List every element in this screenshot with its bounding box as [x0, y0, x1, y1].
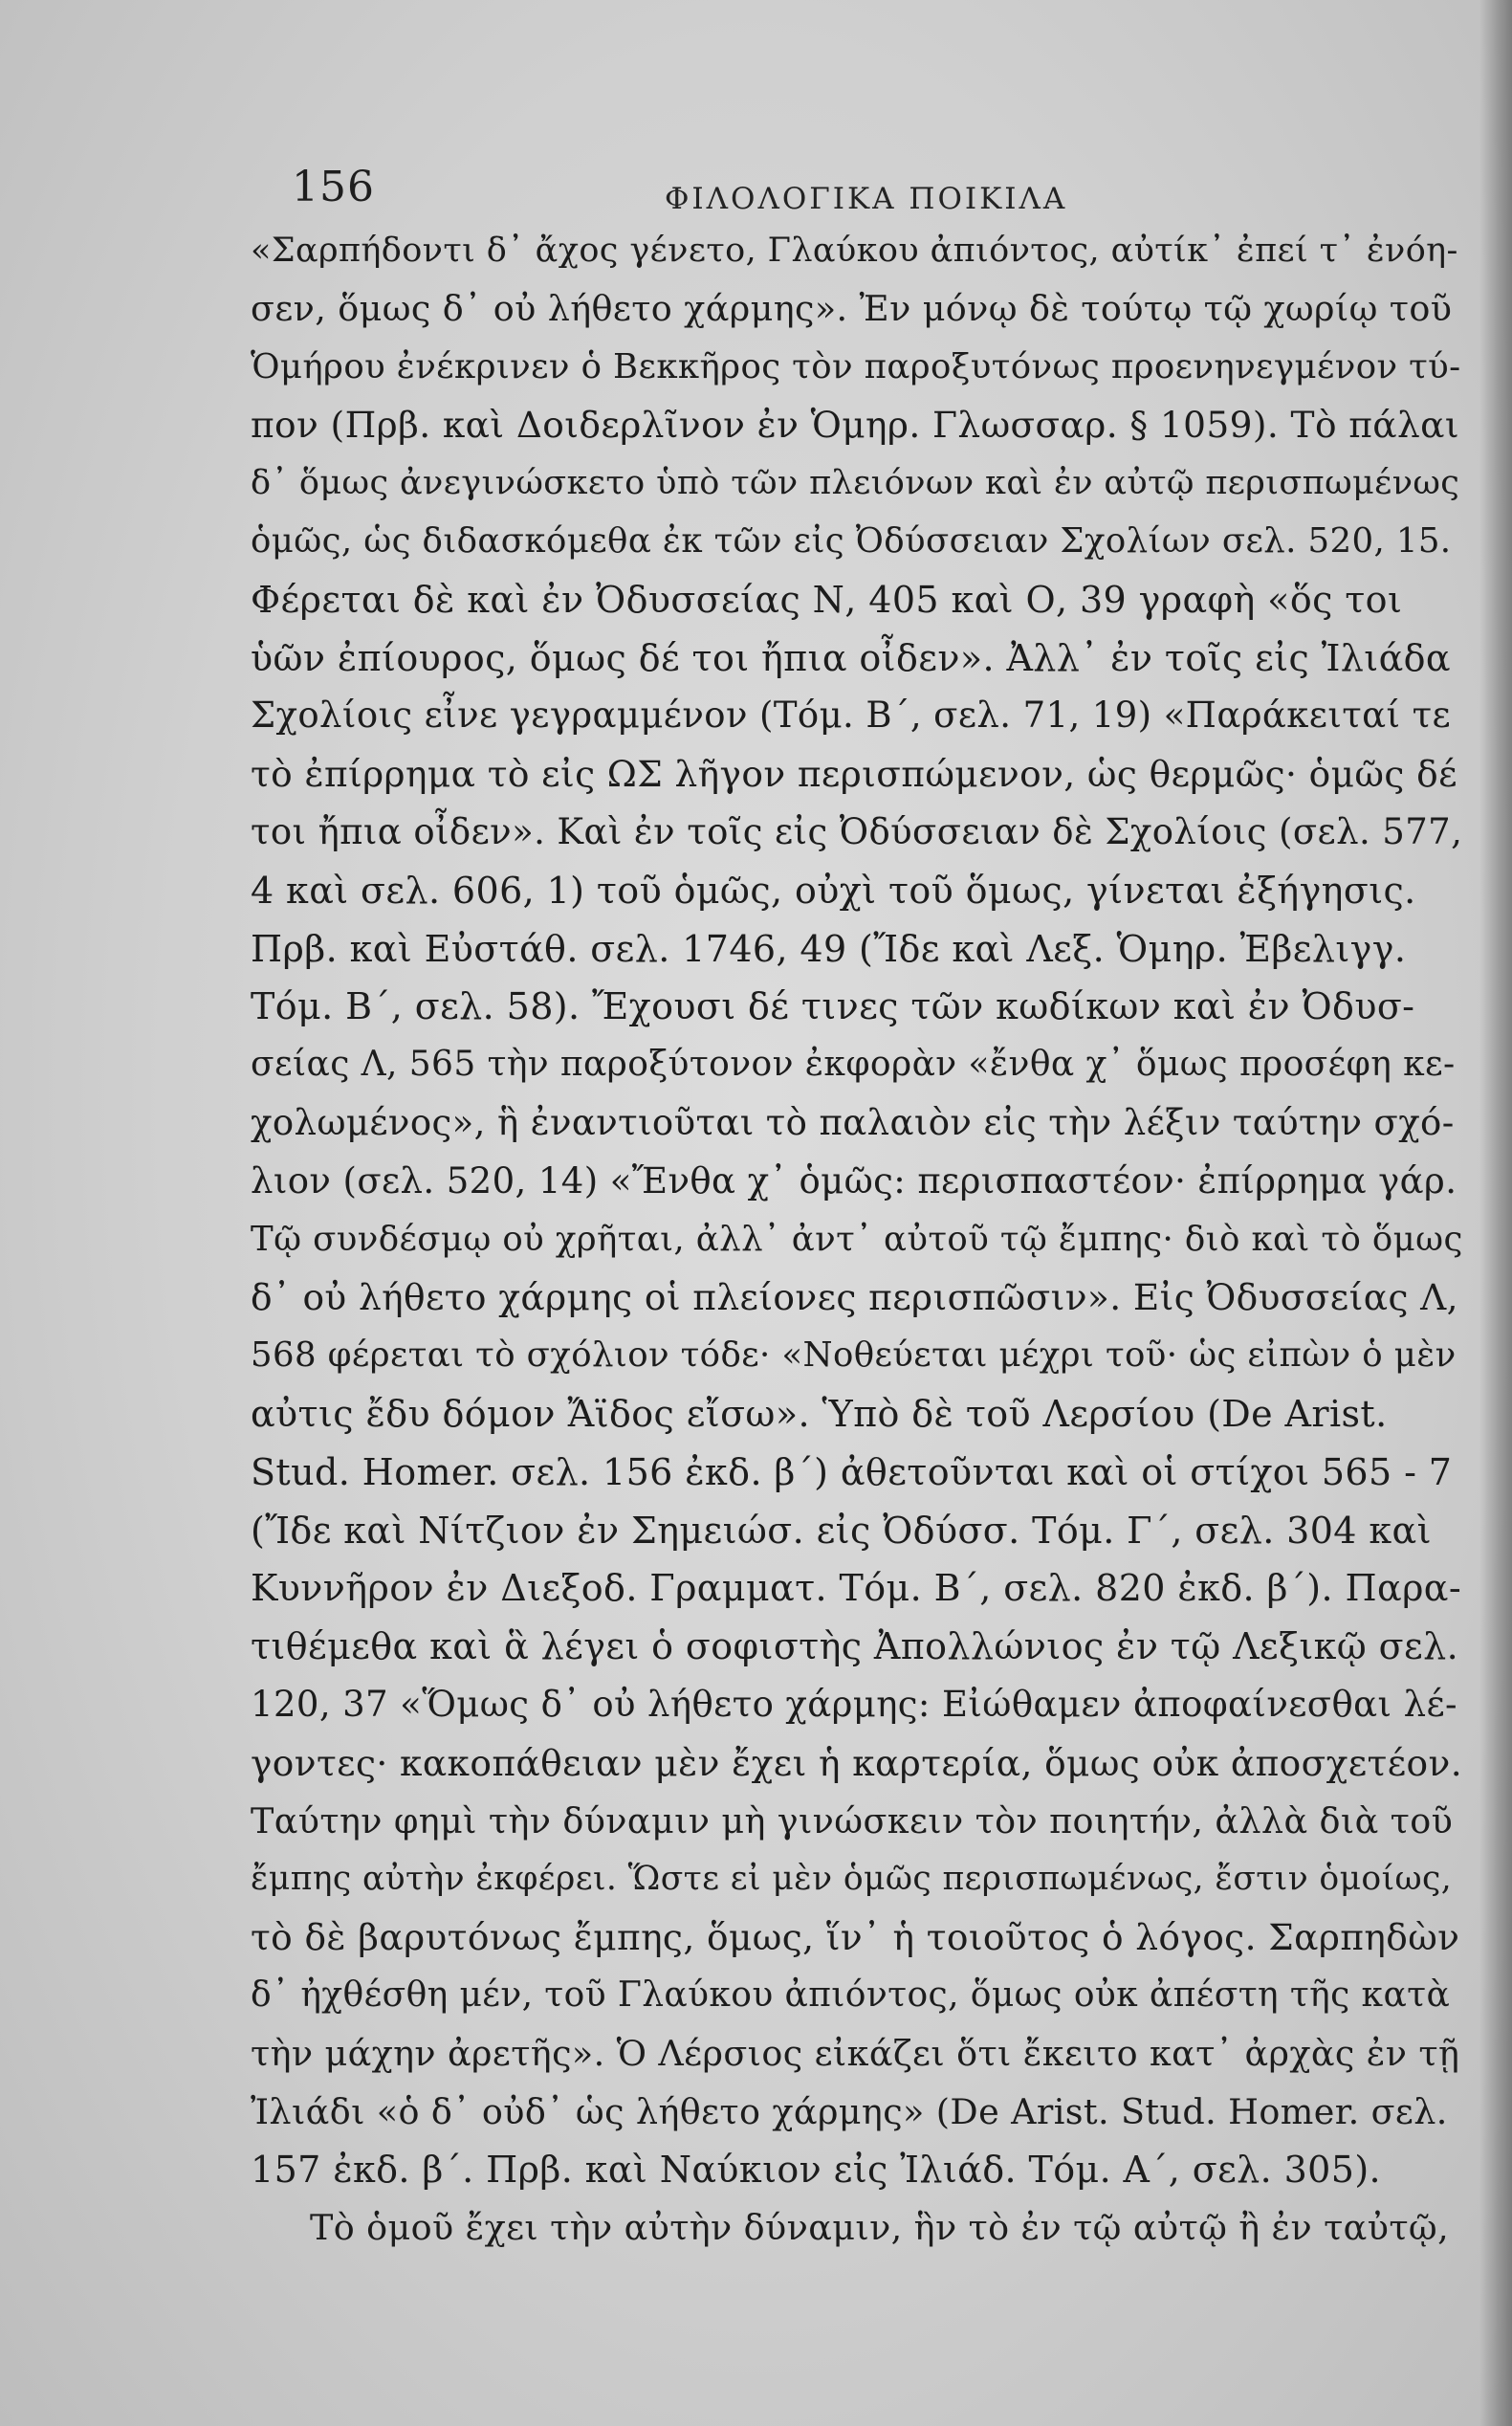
text-line: Stud. Homer. σελ. 156 ἐκδ. β΄) ἀθετοῦνται καὶ οἱ στίχοι 565 - 7	[251, 1450, 1453, 1493]
paragraph-first-line: Τὸ ὁμοῦ ἔχει τὴν αὐτὴν δύναμιν, ἣν τὸ ἐν τῷ αὐτῷ ἢ ἐν ταὐτῷ,	[310, 2207, 1450, 2249]
text-line: 157 ἐκδ. β΄. Πρβ. καὶ Ναύκιον εἰς Ἰλιάδ. Τόμ. Α΄, σελ. 305).	[251, 2149, 1382, 2192]
text-line: δ᾽ ὅμως ἀνεγινώσκετο ὑπὸ τῶν πλειόνων καὶ ἐν αὐτῷ περισπωμένως	[251, 464, 1460, 503]
text-line: δ᾽ ἠχθέσθη μέν, τοῦ Γλαύκου ἀπιόντος, ὅμως οὐκ ἀπέστη τῆς κατὰ	[251, 1974, 1451, 2015]
text-line: χολωμένος», ἣ ἐναντιοῦται τὸ παλαιὸν εἰς τὴν λέξιν ταύτην σχό-	[251, 1101, 1455, 1143]
page-header	[0, 163, 1512, 220]
page-edge-shadow	[1479, 0, 1512, 2426]
text-line: Ταύτην φημὶ τὴν δύναμιν μὴ γινώσκειν τὸν ποιητήν, ἀλλὰ διὰ τοῦ	[251, 1799, 1454, 1842]
page-number: 156	[292, 163, 375, 211]
text-line: πον (Πρβ. καὶ Δοιδερλῖνον ἐν Ὁμηρ. Γλωσσαρ. § 1059). Τὸ πάλαι	[251, 404, 1460, 447]
text-line: «Σαρπήδοντι δ᾽ ἄχος γένετο, Γλαύκου ἀπιόντος, αὐτίκ᾽ ἐπεί τ᾽ ἐνόη-	[251, 232, 1458, 270]
text-line: 120, 37 «Ὅμως δ᾽ οὐ λήθετο χάρμης: Εἰώθαμεν ἀποφαίνεσθαι λέ-	[251, 1683, 1457, 1725]
text-line: λιον (σελ. 520, 14) «Ἔνθα χ᾽ ὁμῶς: περισπαστέον· ἐπίρρημα γάρ.	[251, 1159, 1457, 1202]
text-line: δ᾽ οὐ λήθετο χάρμης οἱ πλείονες περισπῶσιν». Εἰς Ὀδυσσείας Λ,	[251, 1276, 1458, 1319]
text-line: τὸ δὲ βαρυτόνως ἔμπης, ὅμως, ἵν᾽ ἡ τοιοῦτος ὁ λόγος. Σαρπηδὼν	[251, 1916, 1460, 1959]
text-line: τὸ ἐπίρρημα τὸ εἰς ΩΣ λῆγον περισπώμενον, ὡς θερμῶς· ὁμῶς δέ	[251, 753, 1457, 796]
text-line: ὑῶν ἐπίουρος, ὅμως δέ τοι ἤπια οἶδεν». Ἀλλ᾽ ἐν τοῖς εἰς Ἰλιάδα	[251, 636, 1451, 679]
text-line: ὁμῶς, ὡς διδασκόμεθα ἐκ τῶν εἰς Ὀδύσσειαν Σχολίων σελ. 520, 15.	[251, 520, 1452, 561]
text-line: 568 φέρεται τὸ σχόλιον τόδε· «Νοθεύεται μέχρι τοῦ· ὡς εἰπὼν ὁ μὲν	[251, 1335, 1457, 1376]
text-line: σεν, ὅμως δ᾽ οὐ λήθετο χάρμης». Ἐν μόνῳ δὲ τούτῳ τῷ χωρίῳ τοῦ	[251, 287, 1453, 329]
text-line: ἔμπης αὐτὴν ἐκφέρει. Ὥστε εἰ μὲν ὁμῶς περισπωμένως, ἔστιν ὁμοίως,	[251, 1860, 1453, 1899]
text-line: Κυννῆρον ἐν Διεξοδ. Γραμματ. Τόμ. Β΄, σελ. 820 ἐκδ. β΄). Παρα-	[251, 1567, 1462, 1610]
text-line: τὴν μάχην ἀρετῆς». Ὁ Λέρσιος εἰκάζει ὅτι ἔκειτο κατ᾽ ἀρχὰς ἐν τῇ	[251, 2032, 1460, 2074]
body-text	[251, 222, 1463, 2258]
running-title: ΦΙΛΟΛΟΓΙΚΑ ΠΟΙΚΙΛΑ	[665, 182, 1068, 216]
text-line: γοντες· κακοπάθειαν μὲν ἔχει ἡ καρτερία, ὅμως οὐκ ἀποσχετέον.	[251, 1741, 1463, 1784]
text-line: Πρβ. καὶ Εὐστάθ. σελ. 1746, 49 (Ἴδε καὶ Λεξ. Ὁμηρ. Ἐβελιγγ.	[251, 927, 1407, 970]
text-line: Ἰλιάδι «ὁ δ᾽ οὐδ᾽ ὡς λήθετο χάρμης» (De Arist. Stud. Homer. σελ.	[251, 2090, 1448, 2132]
text-line: σείας Λ, 565 τὴν παροξύτονον ἐκφορὰν «ἔνθα χ᾽ ὅμως προσέφη κε-	[251, 1045, 1456, 1085]
text-line: 4 καὶ σελ. 606, 1) τοῦ ὁμῶς, οὐχὶ τοῦ ὅμως, γίνεται ἐξήγησις.	[251, 869, 1416, 912]
text-line: (Ἴδε καὶ Νίτζιον ἐν Σημειώσ. εἰς Ὀδύσσ. Τόμ. Γ΄, σελ. 304 καὶ	[251, 1509, 1432, 1552]
text-line: Τόμ. Β΄, σελ. 58). Ἔχουσι δέ τινες τῶν κωδίκων καὶ ἐν Ὀδυσ-	[251, 985, 1415, 1028]
text-line: τιθέμεθα καὶ ἃ λέγει ὁ σοφιστὴς Ἀπολλώνιος ἐν τῷ Λεξικῷ σελ.	[251, 1625, 1459, 1668]
text-line: Σχολίοις εἶνε γεγραμμένον (Τόμ. Β΄, σελ. 71, 19) «Παράκειταί τε	[251, 695, 1452, 737]
text-line: αὐτις ἔδυ δόμον Ἄϊδος εἴσω». Ὑπὸ δὲ τοῦ Λερσίου (De Arist.	[251, 1392, 1388, 1435]
text-line: Φέρεται δὲ καὶ ἐν Ὀδυσσείας Ν, 405 καὶ Ο, 39 γραφὴ «ὅς τοι	[251, 578, 1403, 621]
text-line: Ὁμήρου ἐνέκρινεν ὁ Βεκκῆρος τὸν παροξυτόνως προενηνεγμένον τύ-	[251, 346, 1461, 386]
text-line: τοι ἤπια οἶδεν». Καὶ ἐν τοῖς εἰς Ὀδύσσειαν δὲ Σχολίοις (σελ. 577,	[251, 810, 1463, 852]
text-line: Τῷ συνδέσμῳ οὐ χρῆται, ἀλλ᾽ ἀντ᾽ αὐτοῦ τῷ ἔμπης· διὸ καὶ τὸ ὅμως	[251, 1219, 1463, 1259]
